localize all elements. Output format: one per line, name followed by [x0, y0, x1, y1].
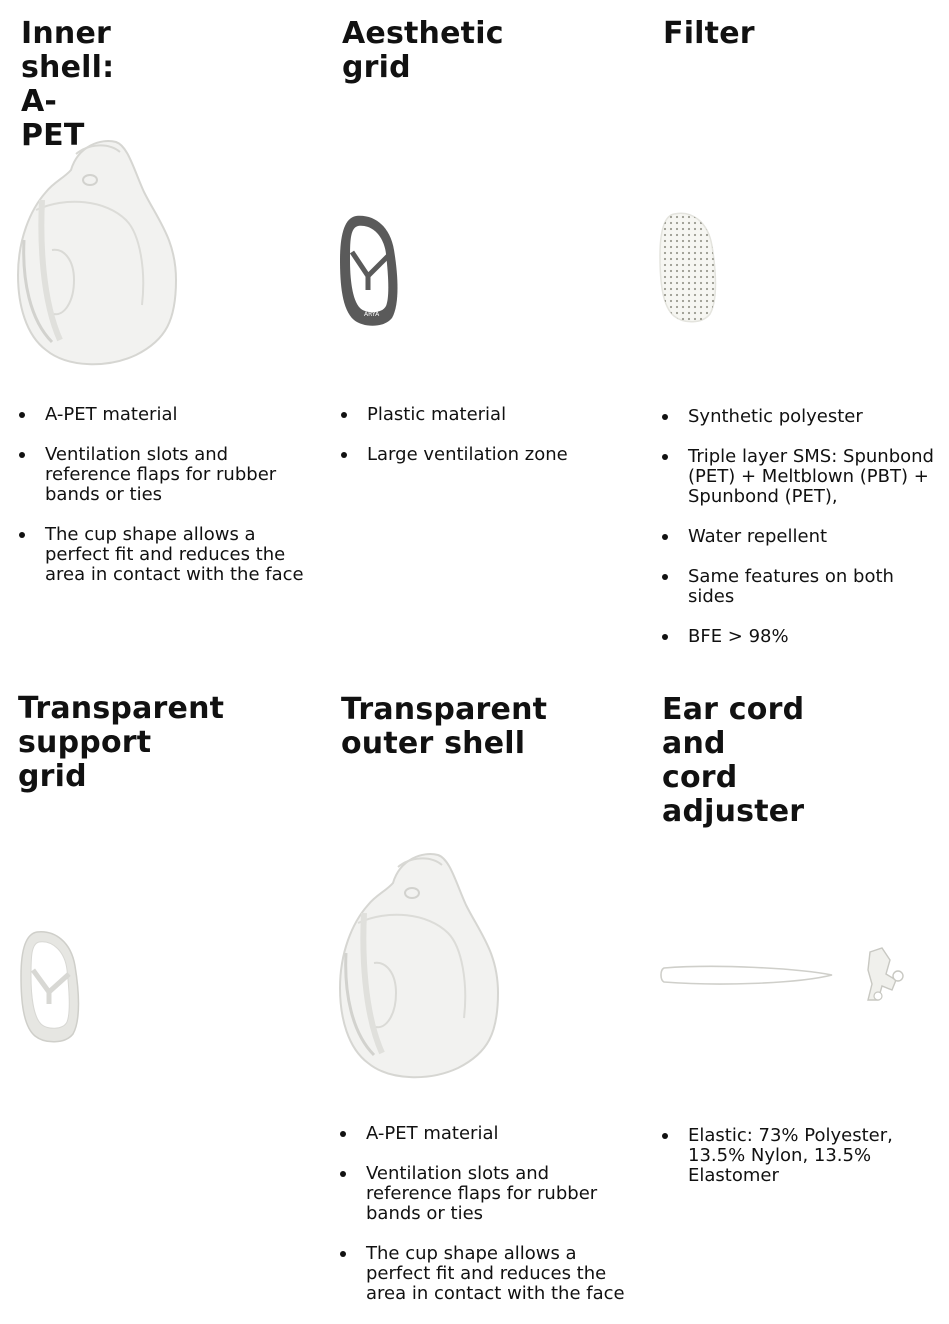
- list-item: Same features on both sides: [661, 567, 936, 607]
- component-title: Aesthetic grid: [342, 16, 504, 85]
- list-item: The cup shape allows a perfect fit and reduces the area in contact with the face: [339, 1244, 639, 1304]
- list-item: Water repellent: [661, 527, 936, 547]
- ear-cord-icon: [656, 940, 911, 1010]
- feature-list: [340, 405, 620, 485]
- feature-list: [339, 1124, 639, 1324]
- grid-logo-text: ARYA: [364, 311, 380, 318]
- list-item: Elastic: 73% Polyester, 13.5% Nylon, 13.5% Elastomer: [661, 1126, 931, 1186]
- component-title: Transparent outer shell: [341, 692, 548, 761]
- component-title: Ear cord and cord adjuster: [662, 692, 805, 829]
- list-item: Ventilation slots and reference flaps for rubber bands or ties: [18, 445, 318, 505]
- list-item: Large ventilation zone: [340, 445, 620, 465]
- list-item: The cup shape allows a perfect fit and reduces the area in contact with the face: [18, 525, 318, 585]
- mask-shell-icon: [338, 843, 504, 1083]
- list-item: A-PET material: [339, 1124, 639, 1144]
- feature-list: [661, 1126, 931, 1206]
- list-item: A-PET material: [18, 405, 318, 425]
- feature-list: [18, 405, 318, 605]
- list-item: Ventilation slots and reference flaps for rubber bands or ties: [339, 1164, 639, 1224]
- filter-pad-icon: [656, 208, 722, 326]
- list-item: Triple layer SMS: Spunbond (PET) + Meltblown (PBT) + Spunbond (PET),: [661, 447, 936, 507]
- aesthetic-grid-icon: [336, 212, 402, 330]
- list-item: Plastic material: [340, 405, 620, 425]
- cord-adjuster-icon: [868, 948, 903, 1000]
- mask-shell-icon: [16, 130, 182, 370]
- component-title: Inner shell: A-PET: [21, 16, 115, 153]
- component-title: Filter: [663, 16, 755, 51]
- list-item: BFE > 98%: [661, 627, 936, 647]
- list-item: Synthetic polyester: [661, 407, 936, 427]
- support-grid-icon: [16, 928, 84, 1046]
- component-title: Transparent support grid: [18, 691, 225, 794]
- feature-list: [661, 407, 936, 667]
